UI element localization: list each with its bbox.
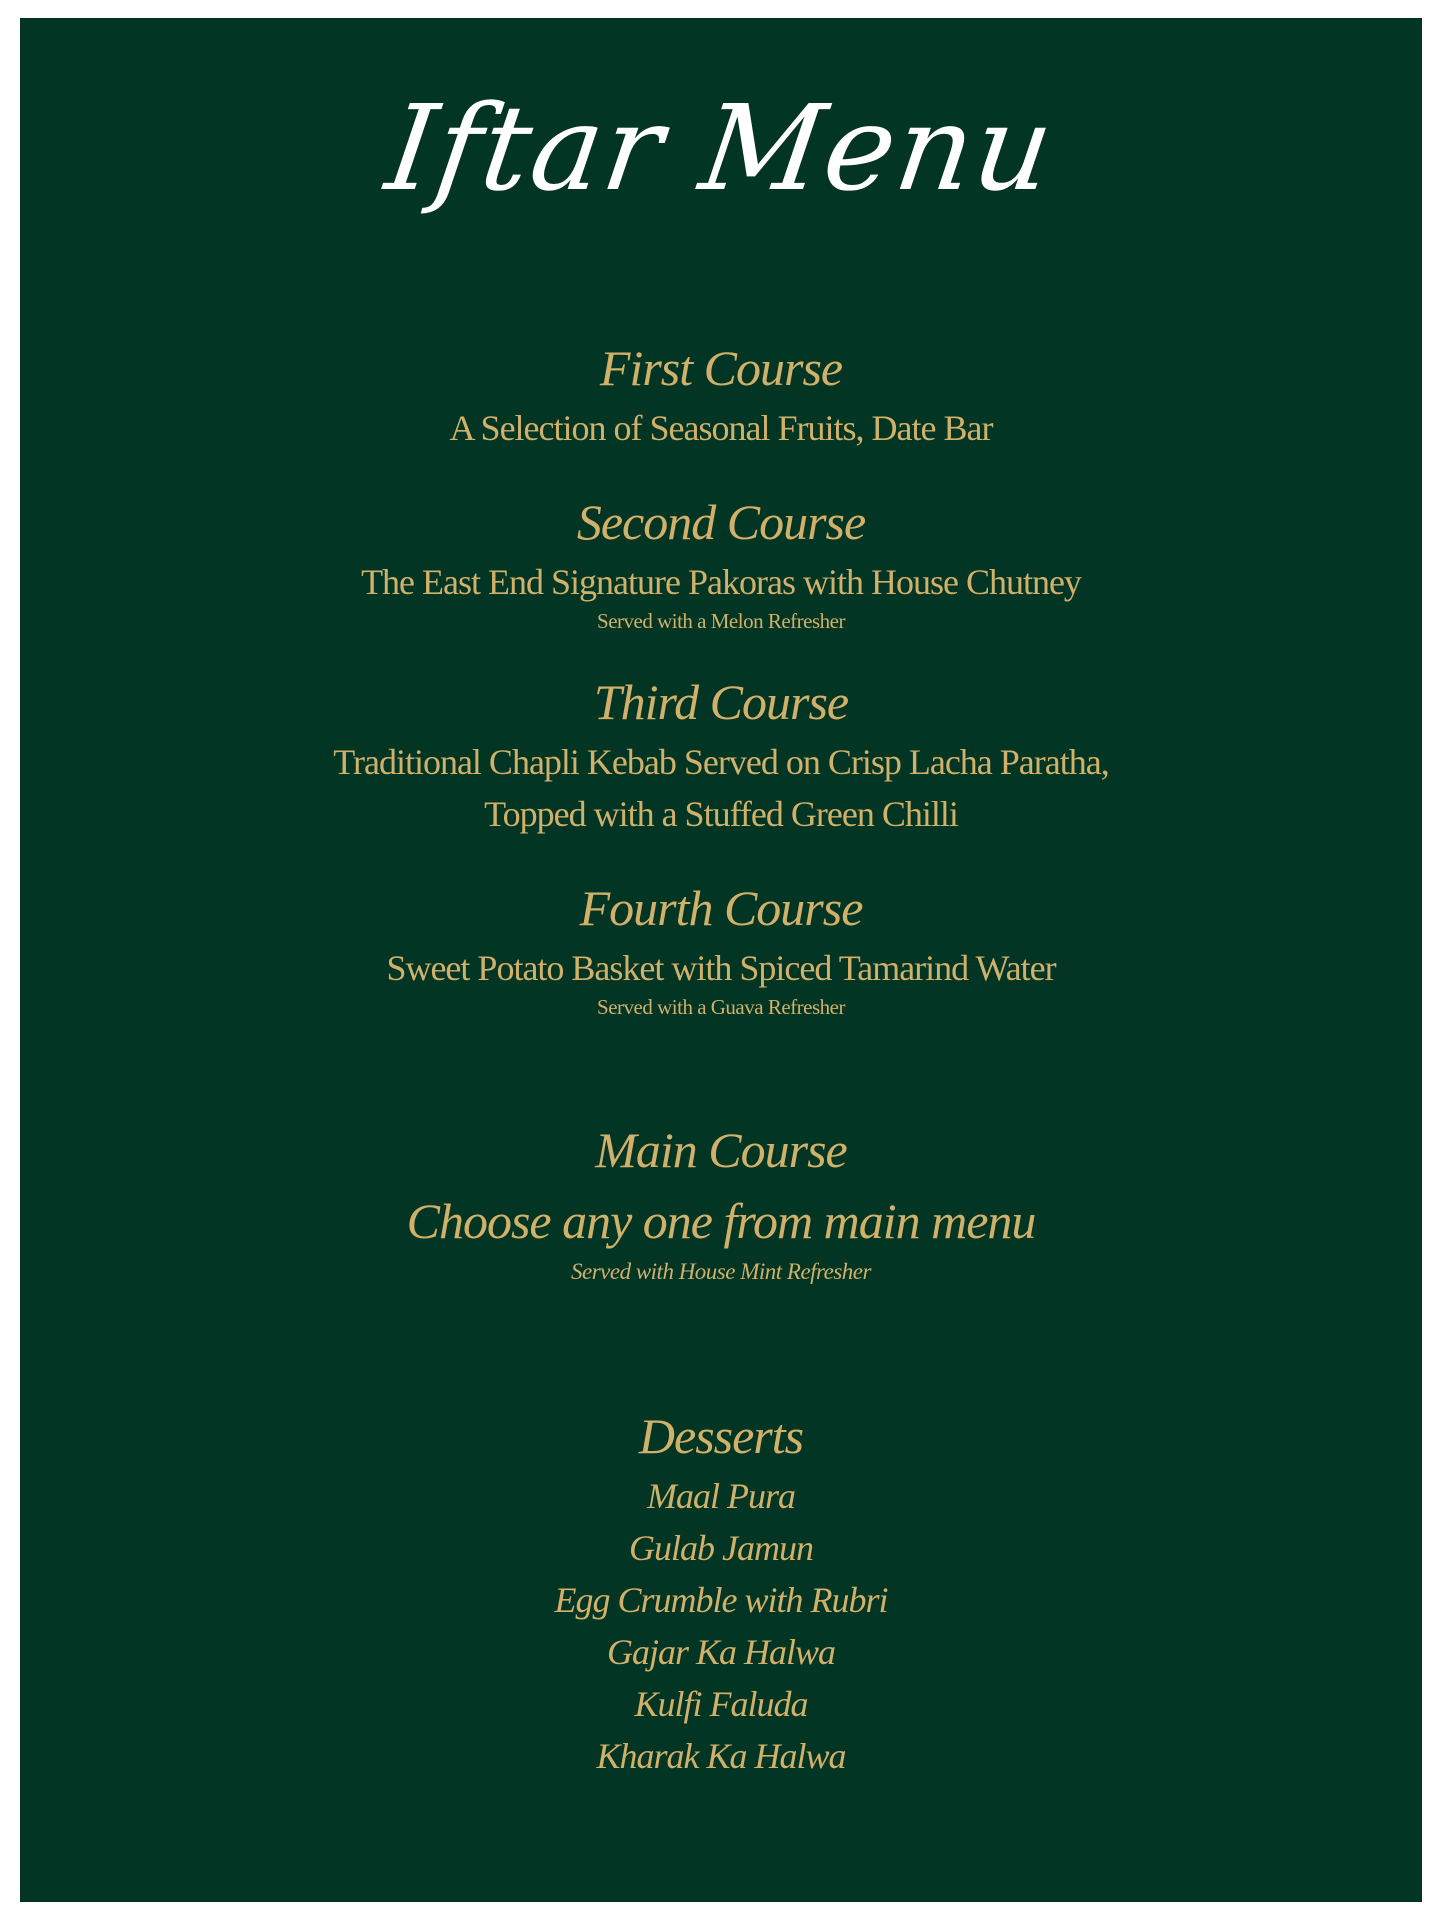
- course-dish: Topped with a Stuffed Green Chilli: [484, 794, 958, 834]
- course-dish: The East End Signature Pakoras with House Chutney: [361, 562, 1081, 602]
- dessert-item: Egg Crumble with Rubri: [554, 1580, 888, 1620]
- dessert-item: Gajar Ka Halwa: [606, 1632, 836, 1672]
- course-title: Third Course: [593, 674, 849, 730]
- course-note: Served with a Guava Refresher: [597, 995, 845, 1019]
- course-title: First Course: [599, 340, 843, 396]
- course-dish: Sweet Potato Basket with Spiced Tamarind Water: [386, 948, 1056, 988]
- course-title: Fourth Course: [579, 880, 863, 936]
- dessert-item: Kulfi Faluda: [634, 1684, 808, 1724]
- dessert-item: Gulab Jamun: [629, 1528, 813, 1568]
- menu-card: [20, 18, 1422, 1902]
- menu-body: [20, 338, 1422, 1782]
- course-dish: A Selection of Seasonal Fruits, Date Bar: [449, 408, 993, 448]
- dessert-item: Kharak Ka Halwa: [596, 1736, 846, 1776]
- desserts-section: [20, 1406, 1422, 1782]
- course-second: [20, 492, 1422, 634]
- dessert-item: Maal Pura: [647, 1476, 795, 1516]
- course-title: Second Course: [576, 494, 866, 550]
- course-fourth: [20, 878, 1422, 1020]
- main-course-note: Served with House Mint Refresher: [571, 1259, 871, 1284]
- main-course-title: Main Course: [595, 1122, 847, 1178]
- main-course-choice: Choose any one from main menu: [406, 1193, 1036, 1249]
- course-third: [20, 672, 1422, 840]
- course-first: [20, 338, 1422, 454]
- course-dish: Traditional Chapli Kebab Served on Crisp Lacha Paratha,: [333, 742, 1109, 782]
- desserts-title: Desserts: [638, 1408, 804, 1464]
- menu-title: Iftar Menu: [378, 79, 1064, 217]
- course-note: Served with a Melon Refresher: [597, 609, 845, 633]
- main-course-section: [20, 1120, 1422, 1286]
